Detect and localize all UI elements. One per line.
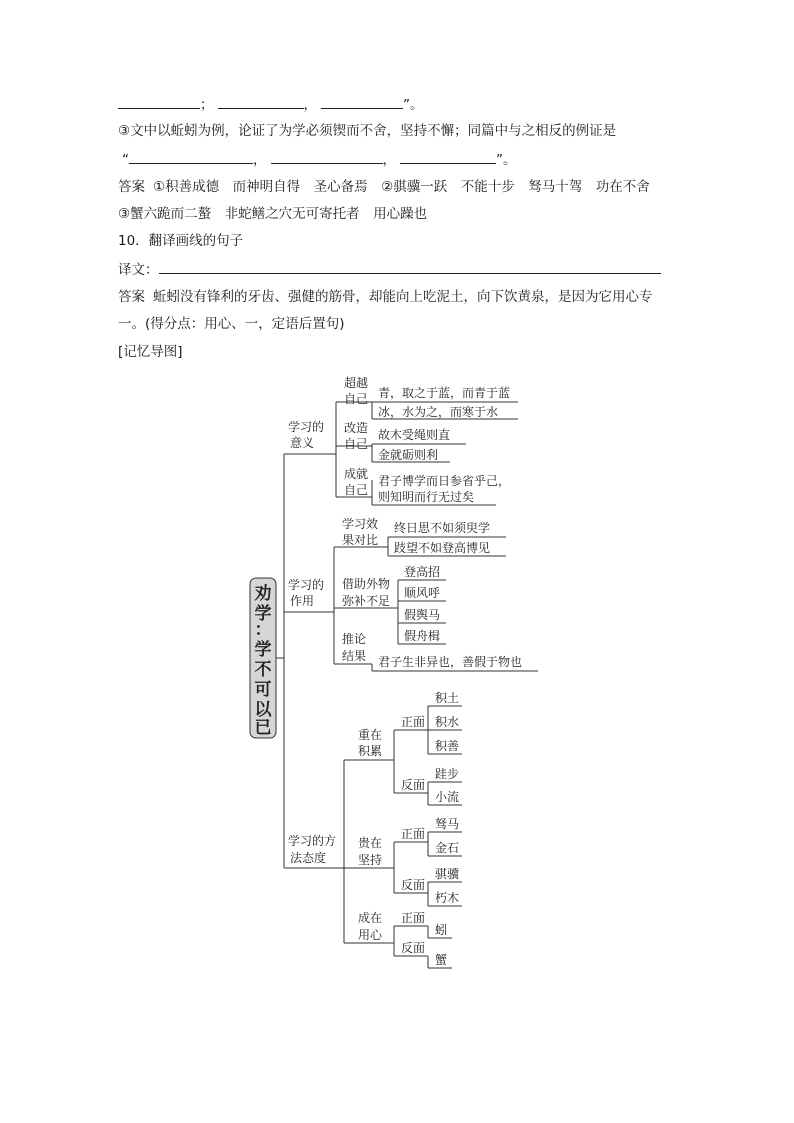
leaf-item: 朽木	[435, 891, 460, 905]
closing-quote: ”。	[496, 152, 517, 168]
q10-answer-row-2: 一。(得分点：用心、一，定语后置句)	[118, 316, 345, 332]
closing-quote: ”。	[403, 97, 424, 113]
leaf-item: 金石	[435, 841, 460, 855]
answer-text: ①积善成德 而神明自得 圣心备焉 ②骐骥一跃 不能十步 驽马十驾 功在不舍	[153, 179, 650, 195]
root-char: 劝	[254, 584, 272, 604]
group-label: 自己	[344, 392, 369, 406]
group-label: 成在	[358, 911, 383, 925]
side-label: 正面	[401, 911, 426, 925]
side-label: 反面	[401, 778, 426, 792]
leaf-item: 金就砺则利	[378, 448, 439, 462]
answer-label: 答案	[118, 179, 145, 195]
answer-label: 答案	[118, 289, 145, 305]
root-char: ：	[254, 620, 272, 640]
group-label: 推论	[342, 632, 367, 646]
group-label: 重在	[358, 728, 383, 742]
leaf-item: 故木受绳则直	[378, 428, 451, 442]
leaf-item: 小流	[435, 790, 460, 804]
leaf-item: 跂望不如登高博见	[394, 541, 491, 555]
open-quote: “	[122, 152, 129, 168]
root-char: 学	[254, 640, 272, 660]
leaf-item: 骐骥	[435, 867, 460, 881]
leaf-item: 跬步	[435, 767, 460, 781]
separator: ，	[382, 152, 396, 168]
group-label: 自己	[344, 483, 369, 497]
leaf-item: 蚓	[435, 923, 448, 937]
branch-label: 法态度	[290, 851, 327, 865]
separator: ；	[200, 97, 214, 113]
leaf-item: 积善	[435, 739, 460, 753]
group-label: 积累	[358, 744, 383, 758]
group-label: 成就	[344, 467, 369, 481]
group-label: 自己	[344, 437, 369, 451]
root-char: 以	[254, 700, 272, 720]
root-char: 学	[254, 604, 272, 624]
group-label: 超越	[344, 376, 369, 390]
leaf-item: 登高招	[404, 565, 441, 579]
branch-label: 作用	[290, 594, 315, 608]
leaf-item: 青，取之于蓝，而青于蓝	[378, 386, 511, 400]
group-label: 借助外物	[342, 577, 391, 591]
leaf-item: 假舟楫	[404, 629, 441, 643]
branch-label: 学习的方	[288, 834, 337, 848]
group-label: 学习效	[342, 517, 379, 531]
leaf-item: 积土	[435, 691, 460, 705]
root-char: 可	[254, 680, 272, 700]
leaf-item: 假舆马	[404, 608, 441, 622]
q9-answer-row-2: ③蟹六跪而二螯 非蛇鳝之穴无可寄托者 用心躁也	[118, 206, 428, 222]
side-label: 正面	[401, 715, 426, 729]
side-label: 正面	[401, 827, 426, 841]
root-char: 已	[254, 718, 272, 738]
root-title	[254, 583, 273, 738]
separator: ，	[303, 97, 317, 113]
q9-item3-text: ③文中以蚯蚓为例，论证了为学必须锲而不舍，坚持不懈；同篇中与之相反的例证是	[118, 123, 617, 139]
mindmap-heading: [记忆导图]	[118, 344, 183, 360]
group-label: 用心	[358, 928, 383, 942]
leaf-item: 蟹	[435, 953, 448, 967]
separator: ，	[253, 152, 267, 168]
group-label: 结果	[342, 649, 367, 663]
group-label: 改造	[344, 421, 369, 435]
side-label: 反面	[401, 941, 426, 955]
leaf-item: 君子博学而日参省乎己，	[378, 474, 511, 488]
leaf-item: 积水	[435, 715, 460, 729]
side-label: 反面	[401, 878, 426, 892]
group-label: 弥补不足	[342, 594, 391, 608]
group-label: 坚持	[358, 853, 383, 867]
answer-text: 蚯蚓没有锋利的牙齿、强健的筋骨，却能向上吃泥土，向下饮黄泉，是因为它用心专	[153, 289, 653, 305]
q10-title: 10．翻译画线的句子	[118, 233, 244, 249]
leaf-item: 终日思不如须臾学	[394, 521, 491, 535]
translation-label: 译文：	[118, 262, 159, 278]
group-label: 贵在	[358, 836, 383, 850]
root-char: 不	[254, 660, 272, 680]
leaf-item: 顺风呼	[404, 586, 441, 600]
branch-label: 学习的	[288, 578, 325, 592]
branch-label: 意义	[290, 436, 315, 450]
branch-label: 学习的	[288, 420, 325, 434]
leaf-item: 驽马	[435, 817, 460, 831]
leaf-item: 君子生非异也，善假于物也	[378, 655, 523, 669]
group-label: 果对比	[342, 533, 379, 547]
leaf-item: 冰，水为之，而寒于水	[378, 405, 499, 419]
leaf-item: 则知明而行无过矣	[378, 490, 475, 504]
